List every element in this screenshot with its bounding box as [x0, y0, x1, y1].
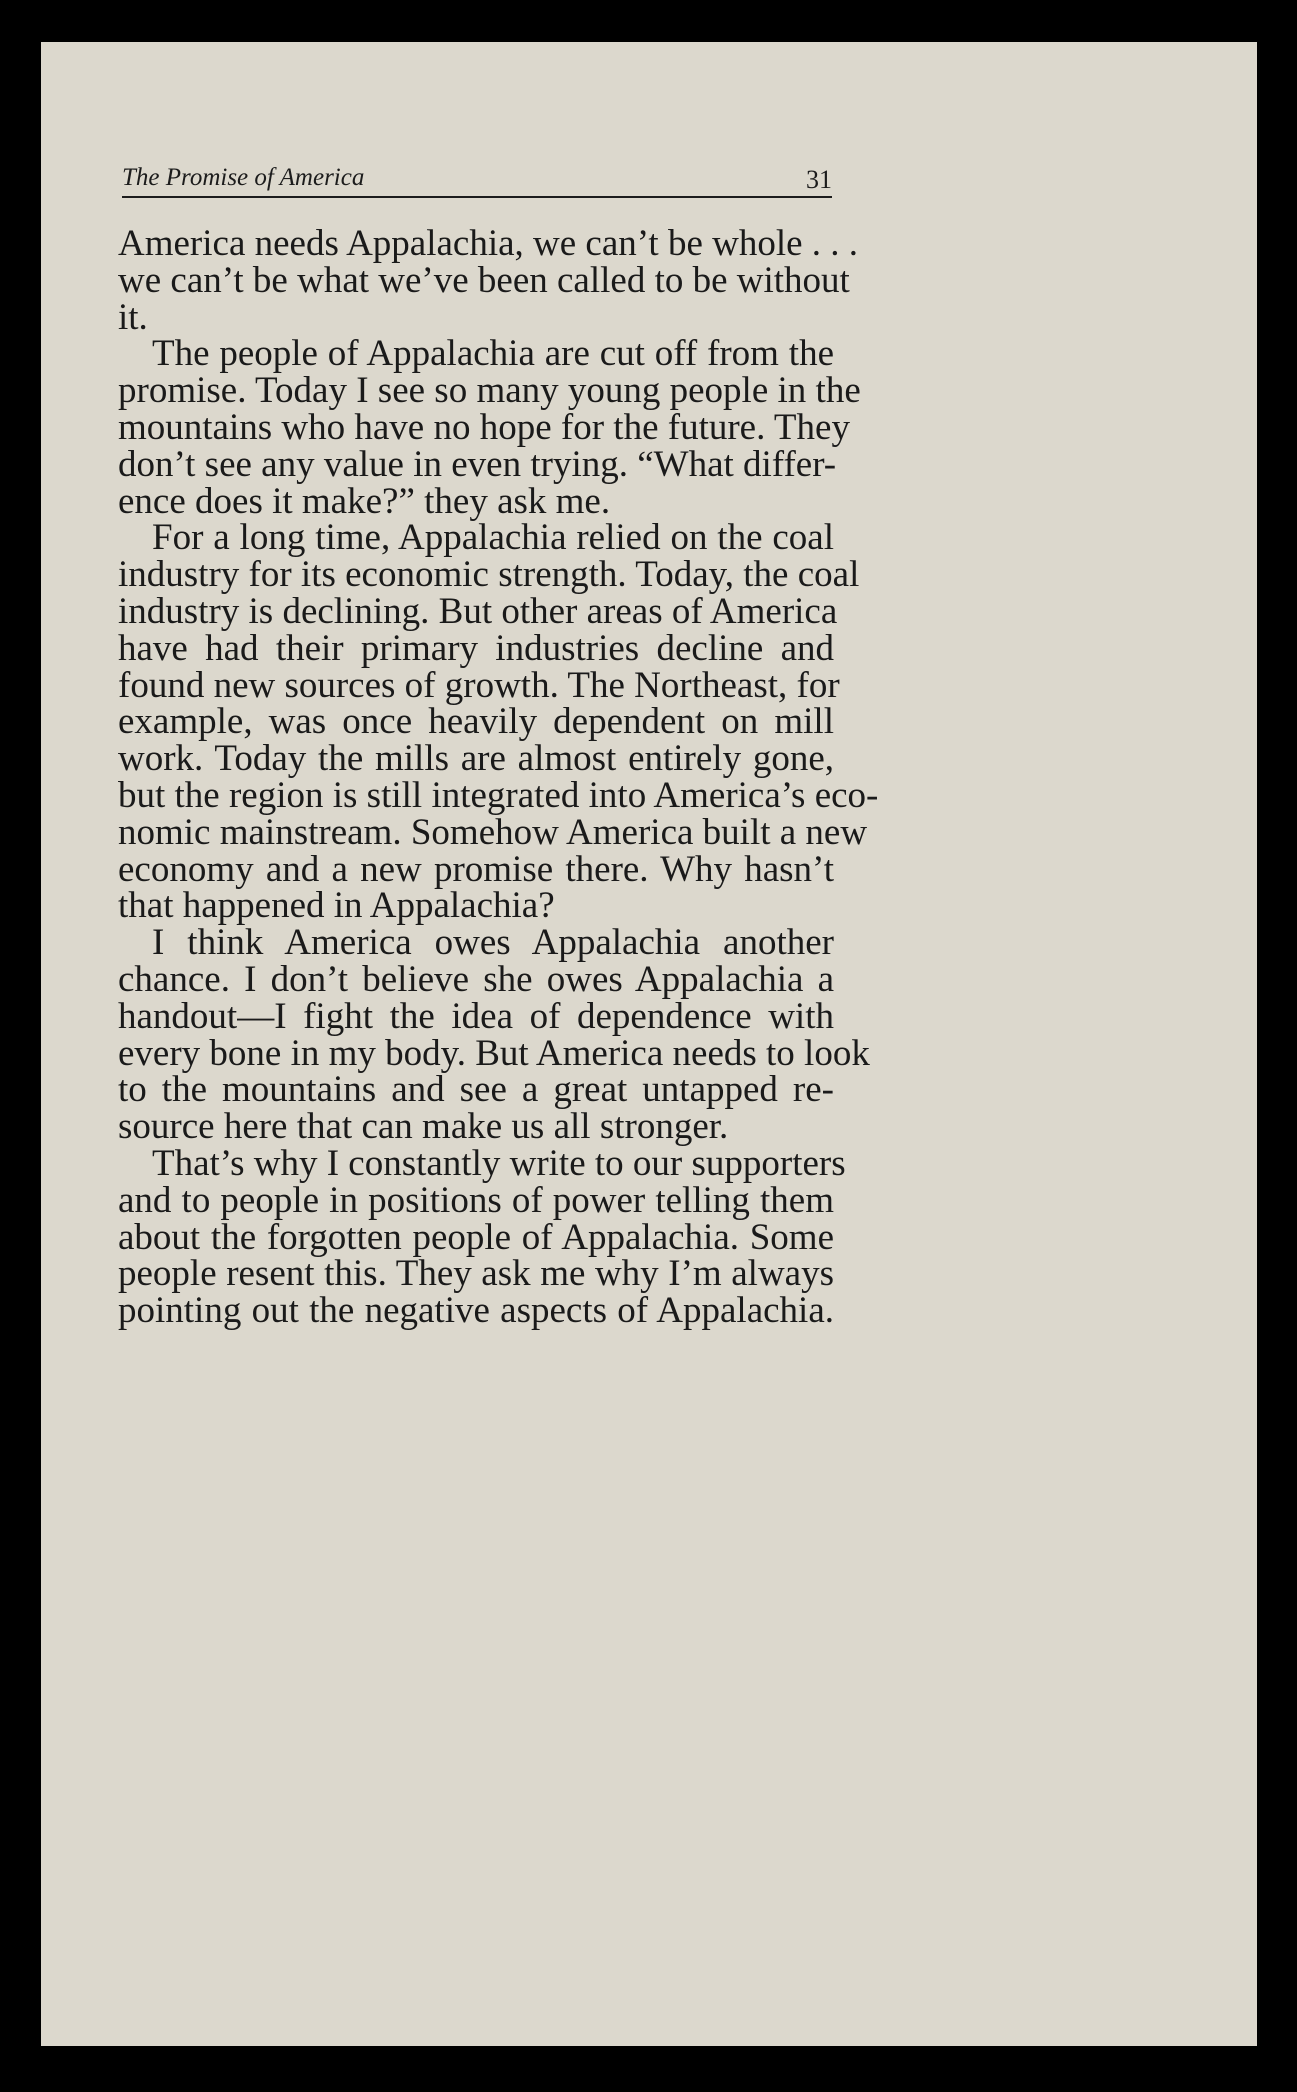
text-line: I think America owes Appalachia another: [152, 922, 834, 964]
text-line: example, was once heavily dependent on mill: [118, 701, 834, 743]
text-line: promise. Today I see so many young people in the: [118, 370, 861, 412]
running-head-title: The Promise of America: [122, 164, 365, 191]
text-line: The people of Appalachia are cut off from the: [152, 333, 834, 375]
text-line: America needs Appalachia, we can’t be whole . . .: [118, 223, 859, 264]
text-line: source here that can make us all stronger.: [118, 1106, 729, 1148]
text-line: that happened in Appalachia?: [118, 885, 555, 927]
text-line: don’t see any value in even trying. “What differ-: [118, 443, 837, 485]
text-line: every bone in my body. But America needs to look: [118, 1032, 870, 1074]
text-line: we can’t be what we’ve been called to be without: [118, 259, 850, 301]
text-line: chance. I don’t believe she owes Appalachia a: [118, 958, 834, 1000]
text-line: to the mountains and see a great untapped re-: [118, 1069, 834, 1111]
text-line: found new sources of growth. The Northeast, for: [118, 664, 840, 706]
body-text: [118, 223, 879, 1332]
text-line: ence does it make?” they ask me.: [118, 480, 611, 522]
text-line: people resent this. They ask me why I’m always: [118, 1253, 834, 1295]
text-line: mountains who have no hope for the future. They: [118, 406, 850, 448]
text-line: nomic mainstream. Somehow America built a new: [118, 811, 868, 853]
text-line: work. Today the mills are almost entirely gone,: [118, 738, 834, 780]
text-line: industry is declining. But other areas of America: [118, 590, 838, 632]
text-line: For a long time, Appalachia relied on the coal: [152, 517, 834, 559]
running-head: [122, 164, 832, 198]
text-line: but the region is still integrated into America’s eco-: [118, 774, 879, 816]
text-line: handout—I fight the idea of dependence with: [118, 995, 834, 1037]
text-line: pointing out the negative aspects of Appalachia.: [118, 1290, 834, 1332]
text-line: industry for its economic strength. Today, the coal: [118, 554, 860, 596]
text-line: and to people in positions of power telling them: [118, 1179, 834, 1221]
text-line: it.: [118, 296, 148, 338]
text-line: economy and a new promise there. Why hasn’t: [118, 848, 834, 890]
text-line: have had their primary industries decline and: [118, 627, 834, 669]
page-number: 31: [806, 165, 832, 194]
text-line: That’s why I constantly write to our supporters: [152, 1142, 846, 1184]
text-line: about the forgotten people of Appalachia. Some: [118, 1216, 834, 1258]
